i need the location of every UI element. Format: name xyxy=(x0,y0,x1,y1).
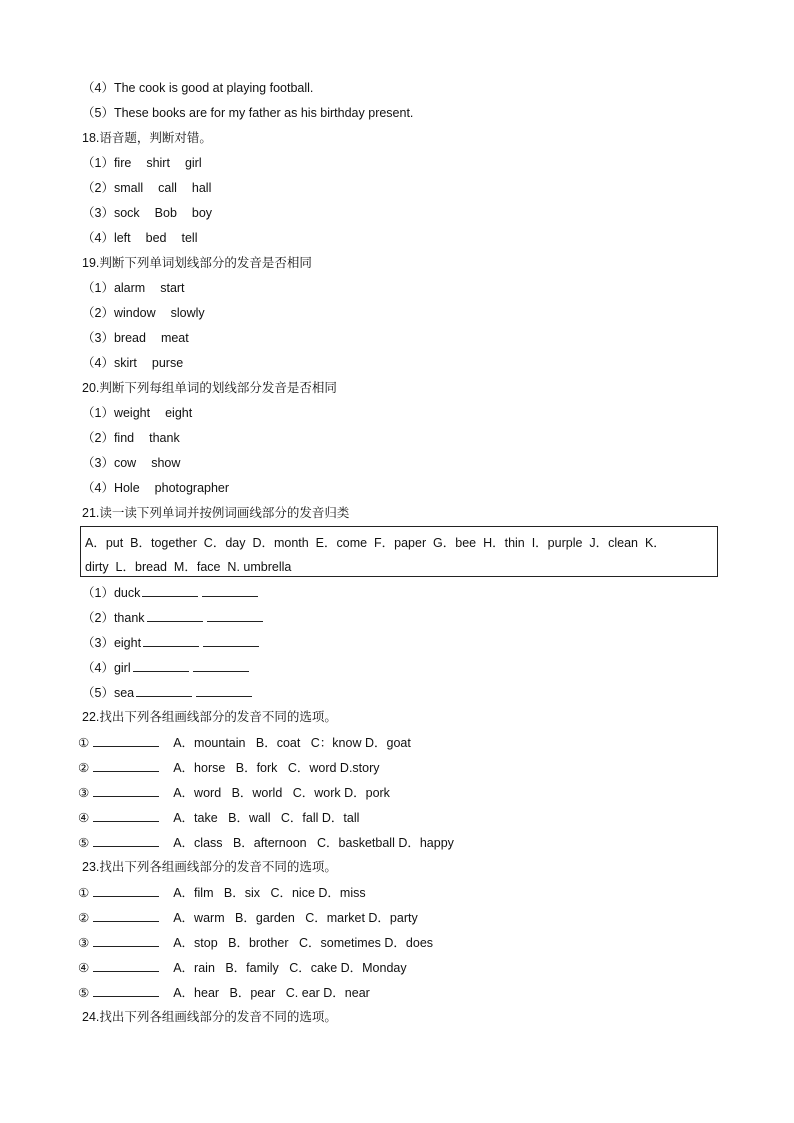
q19-item-2: （2）window slowly xyxy=(82,306,205,320)
answer-blank[interactable] xyxy=(93,834,159,847)
sentence-5: （5）These books are for my father as his birthday present. xyxy=(82,106,414,120)
q23-item-5: ⑤ A．hear B．pear C. ear D．near xyxy=(78,986,370,1000)
answer-blank[interactable] xyxy=(202,584,258,597)
q20-title: 20.判断下列每组单词的划线部分发音是否相同 xyxy=(82,381,337,395)
q21-item-3: （3）eight xyxy=(82,634,261,651)
q22-title: 22.找出下列各组画线部分的发音不同的选项。 xyxy=(82,710,337,724)
q19-item-4: （4）skirt purse xyxy=(82,356,184,370)
q22-item-2: ② A．horse B．fork C．word D.story xyxy=(78,761,380,775)
answer-blank[interactable] xyxy=(136,684,192,697)
answer-blank[interactable] xyxy=(93,959,159,972)
answer-blank[interactable] xyxy=(93,809,159,822)
sentence-4: （4）The cook is good at playing football. xyxy=(82,81,314,95)
q18-item-2: （2）small call hall xyxy=(82,181,212,195)
q18-item-1: （1）fire shirt girl xyxy=(82,156,202,170)
q21-item-5: （5）sea xyxy=(82,684,254,701)
q23-item-4: ④ A．rain B．family C．cake D．Monday xyxy=(78,961,407,975)
answer-blank[interactable] xyxy=(93,734,159,747)
q21-item-2: （2）thank xyxy=(82,609,265,626)
q19-item-3: （3）bread meat xyxy=(82,331,189,345)
answer-blank[interactable] xyxy=(93,759,159,772)
q23-title: 23.找出下列各组画线部分的发音不同的选项。 xyxy=(82,860,337,874)
answer-blank[interactable] xyxy=(93,984,159,997)
answer-blank[interactable] xyxy=(207,609,263,622)
q20-item-2: （2）find thank xyxy=(82,431,180,445)
answer-blank[interactable] xyxy=(93,884,159,897)
answer-blank[interactable] xyxy=(133,659,189,672)
answer-blank[interactable] xyxy=(93,934,159,947)
q21-word-box xyxy=(80,526,718,577)
answer-blank[interactable] xyxy=(196,684,252,697)
answer-blank[interactable] xyxy=(193,659,249,672)
q21-title: 21.读一读下列单词并按例词画线部分的发音归类 xyxy=(82,506,350,520)
answer-blank[interactable] xyxy=(203,634,259,647)
q22-item-4: ④ A．take B．wall C．fall D．tall xyxy=(78,811,360,825)
q21-item-1: （1）duck xyxy=(82,584,260,601)
q21-item-4: （4）girl xyxy=(82,659,251,676)
q23-item-2: ② A．warm B．garden C．market D．party xyxy=(78,911,418,925)
q21-box-row-2: dirty L．bread M．face N. umbrella xyxy=(85,560,292,574)
answer-blank[interactable] xyxy=(147,609,203,622)
q18-title: 18.语音题，判断对错。 xyxy=(82,131,212,145)
answer-blank[interactable] xyxy=(142,584,198,597)
q23-item-1: ① A．film B．six C．nice D．miss xyxy=(78,886,366,900)
q18-item-3: （3）sock Bob boy xyxy=(82,206,213,220)
answer-blank[interactable] xyxy=(93,909,159,922)
q19-title: 19.判断下列单词划线部分的发音是否相同 xyxy=(82,256,312,270)
answer-blank[interactable] xyxy=(93,784,159,797)
q22-item-5: ⑤ A．class B．afternoon C．basketball D．happy xyxy=(78,836,454,850)
q20-item-4: （4）Hole photographer xyxy=(82,481,230,495)
q21-box-row-1: A．put B．together C．day D．month E．come F．paper G．bee H．thin I．purple J．clean K． xyxy=(85,536,666,550)
q23-item-3: ③ A．stop B．brother C．sometimes D．does xyxy=(78,936,434,950)
q22-item-3: ③ A．word B．world C．work D．pork xyxy=(78,786,390,800)
q24-title: 24.找出下列各组画线部分的发音不同的选项。 xyxy=(82,1010,337,1024)
q20-item-1: （1）weight eight xyxy=(82,406,193,420)
q22-item-1: ① A．mountain B．coat C：know D．goat xyxy=(78,736,411,750)
answer-blank[interactable] xyxy=(143,634,199,647)
q19-item-1: （1）alarm start xyxy=(82,281,185,295)
q20-item-3: （3）cow show xyxy=(82,456,181,470)
q18-item-4: （4）left bed tell xyxy=(82,231,198,245)
